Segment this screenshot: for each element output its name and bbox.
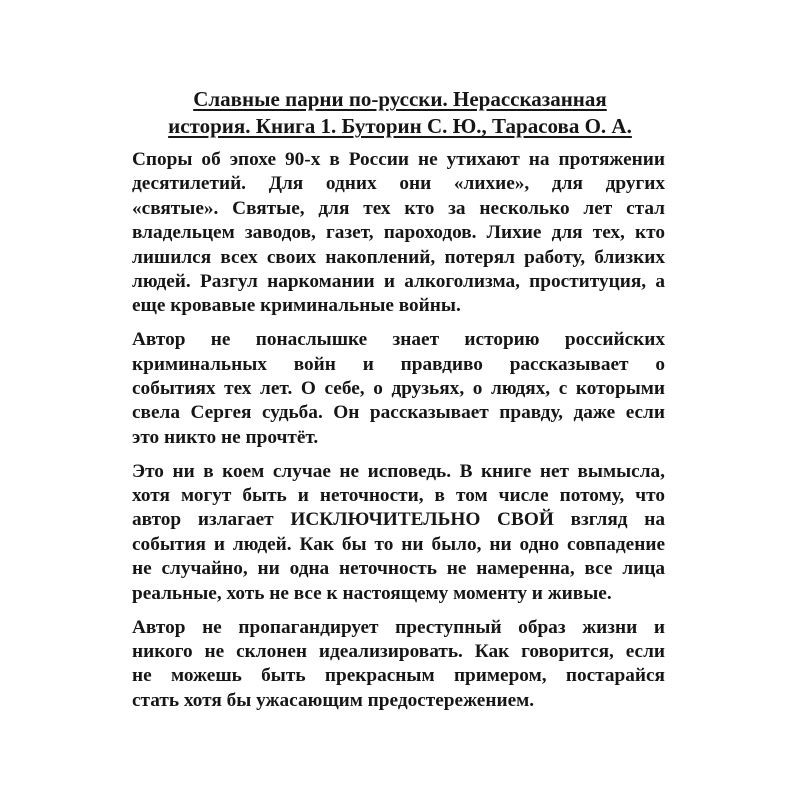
text-line: не случайно, ни одна неточность не намеренна, все лица [132, 558, 665, 580]
text-line: десятилетий. Для одних они «лихие», для других [132, 173, 665, 195]
text-line: лишился всех своих накоплений, потерял работу, близких [132, 246, 665, 268]
text-line: Споры об эпохе 90-х в России не утихают на протяжении [132, 149, 665, 170]
text-line: это никто не прочтёт. [132, 426, 319, 448]
text-line: свела Сергея судьба. Он рассказывает правду, даже если [132, 402, 665, 424]
text-line: людей. Разгул наркомании и алкоголизма, проституция, а [132, 270, 665, 292]
text-line: событиях тех лет. О себе, о друзьях, о людях, с которыми [132, 378, 665, 400]
text-line: Автор не пропагандирует преступный образ жизни и [132, 616, 665, 638]
text-line: автор излагает ИСКЛЮЧИТЕЛЬНО СВОЙ взгляд на [132, 509, 665, 531]
paragraph [132, 616, 665, 714]
document-body [132, 148, 665, 723]
text-line: Автор не понаслышке знает историю российских [132, 329, 665, 351]
text-line: никого не склонен идеализировать. Как говорится, если [132, 640, 665, 662]
document-title [100, 86, 700, 140]
text-line: «святые». Святые, для тех кто за несколько лет стал [132, 197, 665, 219]
paragraph [132, 328, 665, 450]
text-line: хотя могут быть и неточности, в том числе потому, что [132, 485, 665, 507]
text-line: криминальных войн и правдиво рассказывает о [132, 353, 665, 375]
text-line: не можешь быть прекрасным примером, постарайся [132, 665, 665, 687]
text-line: стать хотя бы ужасающим предостережением. [132, 689, 535, 711]
text-line: реальные, хоть не все к настоящему моменту и живые. [132, 582, 612, 604]
text-line: владельцем заводов, газет, пароходов. Лихие для тех, кто [132, 222, 665, 244]
text-line: события и людей. Как бы то ни было, ни одно совпадение [132, 533, 665, 555]
text-line: Это ни в коем случае не исповедь. В книге нет вымысла, [132, 460, 665, 482]
title-line: Славные парни по-русски. Нерассказанная [193, 87, 607, 111]
text-line: еще кровавые криминальные войны. [132, 295, 461, 317]
paragraph [132, 148, 665, 319]
title-line: история. Книга 1. Буторин С. Ю., Тарасова О. А. [168, 114, 632, 138]
paragraph [132, 460, 665, 606]
